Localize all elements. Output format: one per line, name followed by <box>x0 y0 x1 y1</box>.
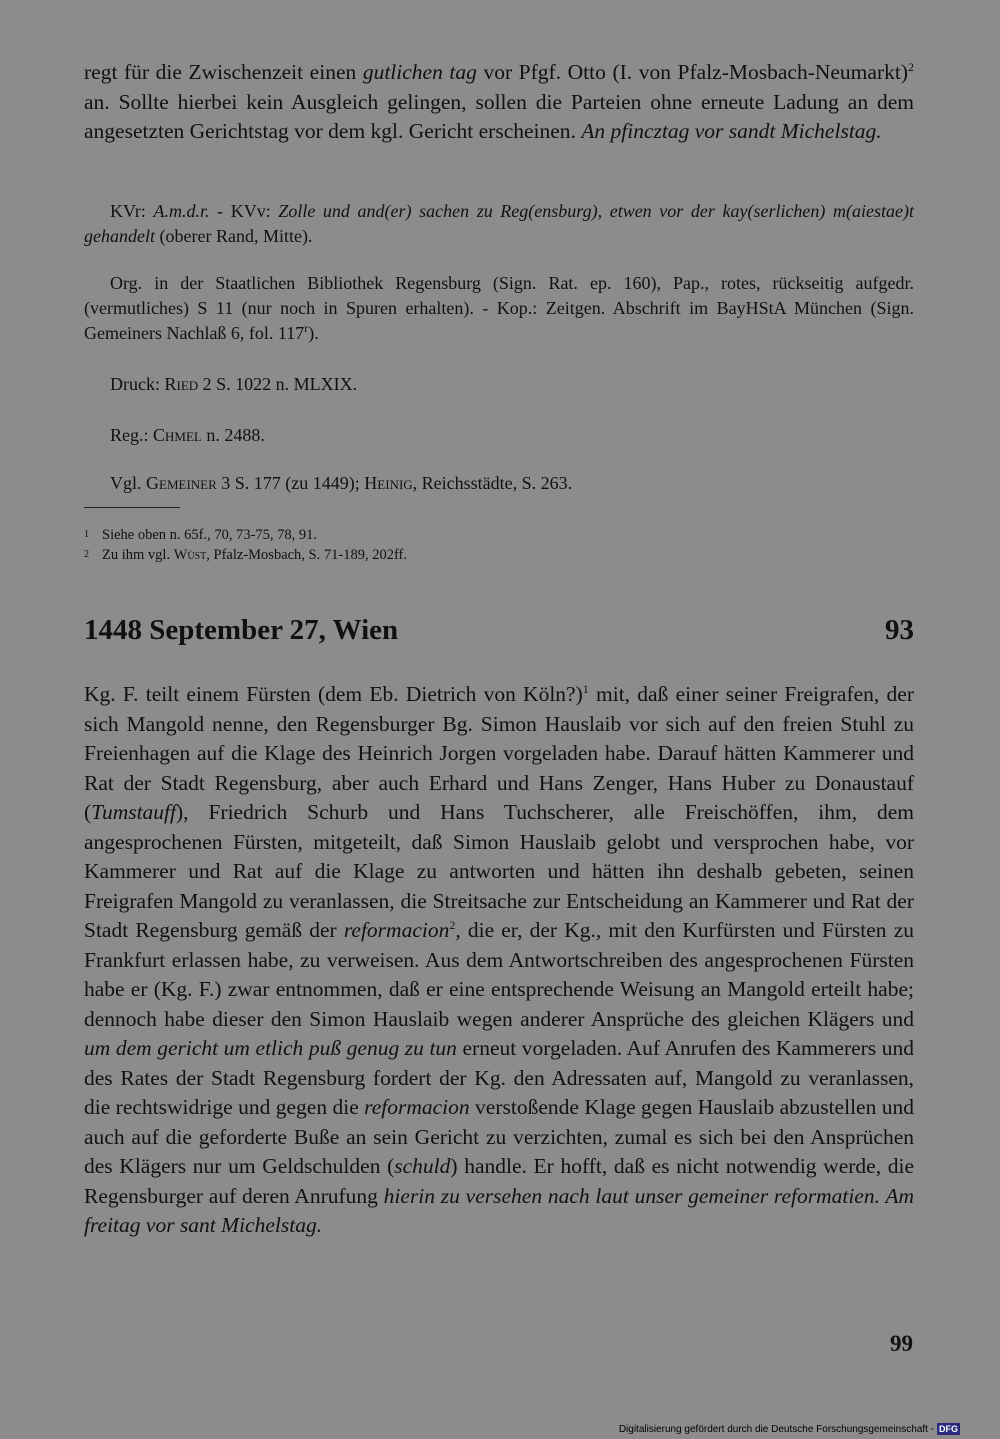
funding-credit: Digitalisierung gefördert durch die Deutsche Forschungsgemeinschaft - DFG <box>618 1424 958 1435</box>
entry-number: 93 <box>885 614 914 646</box>
footnote-ref: 2 <box>908 59 914 74</box>
footnote-1: 1 Siehe oben n. 65f., 70, 73-75, 78, 91. <box>84 527 318 543</box>
main-regest: Kg. F. teilt einem Fürsten (dem Eb. Dietrich von Köln?)$^1$ mit, daß einer seiner Freigrafen, der sich Mangold nenne, den Regensburger Bg. Simon Hauslaib vor sich auf den freien Stuhl zu Freienhagen auf die Klage des Heinrich Jorgen vorgeladen habe. Darauf hätten Kammerer und Rat der Stadt Regensburg, aber auch Erhard und Hans Zenger, Hans Huber zu Donaustauf (Tumstauff), Friedrich Schurb und Hans Tuchscherer, alle Freischöffen, ihm, dem angesprochenen Fürsten, mitgeteilt, daß Simon Hauslaib gelobt und versprochen habe, vor Kammerer und Rat auf die Klage zu antworten und hätten ihn deshalb gebeten, seinen Freigrafen Mangold zu veranlassen, die Streitsache zur Entscheidung an Kammerer und Rat der Stadt Regensburg gemäß der reformacion$^2$, die er, der Kg., mit den Kurfürsten und Fürsten zu Frankfurt erlassen habe, zu verweisen. Aus dem Antwortschreiben des angesprochenen Fürsten habe er (Kg. F.) zwar entnommen, daß er eine entsprechende Weisung an Mangold erteilt habe; dennoch habe dieser den Simon Hauslaib wegen anderer Ansprüche des gleichen Klägers und um dem gericht um etlich puß genug zu tun erneut vorgeladen. Auf Anrufen des Kammerers und des Rates der Stadt Regensburg fordert der Kg. den Adressaten auf, Mangold zu veranlassen, die rechtswidrige und gegen die reformacion verstoßende Klage gegen Hauslaib abzustellen und auch auf die geforderte Buße an sein Gericht zu verzichten, zumal es sich bei den Ansprüchen des Klägers nur um Geldschulden (schuld) handle. Er hofft, daß es nicht notwendig werde, die Regensburger auf deren Anrufung hierin zu versehen nach laut unser gemeiner reformatien. Am freitag vor sant Michelstag. <box>84 681 914 1237</box>
entry-date: 1448 September 27, Wien <box>84 614 399 646</box>
dfg-logo: DFG <box>939 1424 958 1434</box>
vgl-line: Vgl. Gemeiner 3 S. 177 (zu 1449); Heinig, Reichsstädte, S. 263. <box>110 473 573 493</box>
kvr-note: KVr: A.m.d.r. - KVv: Zolle und and(er) sachen zu Reg(ensburg), etwen vor der kay(serlichen) m(aiestae)t gehandelt (oberer Rand, Mitte). <box>84 201 914 246</box>
reg-line: Reg.: Chmel n. 2488. <box>110 425 265 445</box>
top-paragraph: regt für die Zwischenzeit einen gutlichen tag vor Pfgf. Otto (I. von Pfalz-Mosbach-Neumarkt)$^2$ an. Sollte hierbei kein Ausgleich gelingen, sollen die Parteien ohne erneute Ladung an dem angesetzten Gerichtstag vor dem kgl. Gericht erscheinen. An pfincztag vor sandt Michelstag. <box>84 59 914 143</box>
original-note: Org. in der Staatlichen Bibliothek Regensburg (Sign. Rat. ep. 160), Pap., rotes, rückseitig aufgedr. (vermutliches) S 11 (nur noch in Spuren erhalten). - Kop.: Zeitgen. Abschrift im BayHStA München (Sign. Gemeiners Nachlaß 6, fol. 117$^r$). <box>84 273 914 343</box>
footnote-divider <box>84 507 180 508</box>
footnote-ref: 2 <box>449 917 456 932</box>
entry-heading <box>84 614 914 654</box>
footnote-2: 2 Zu ihm vgl. Wüst, Pfalz-Mosbach, S. 71-189, 202ff. <box>84 547 407 563</box>
footnote-ref: 1 <box>582 681 589 696</box>
page-number: 99 <box>890 1331 913 1356</box>
druck-line: Druck: Ried 2 S. 1022 n. MLXIX. <box>110 374 358 394</box>
